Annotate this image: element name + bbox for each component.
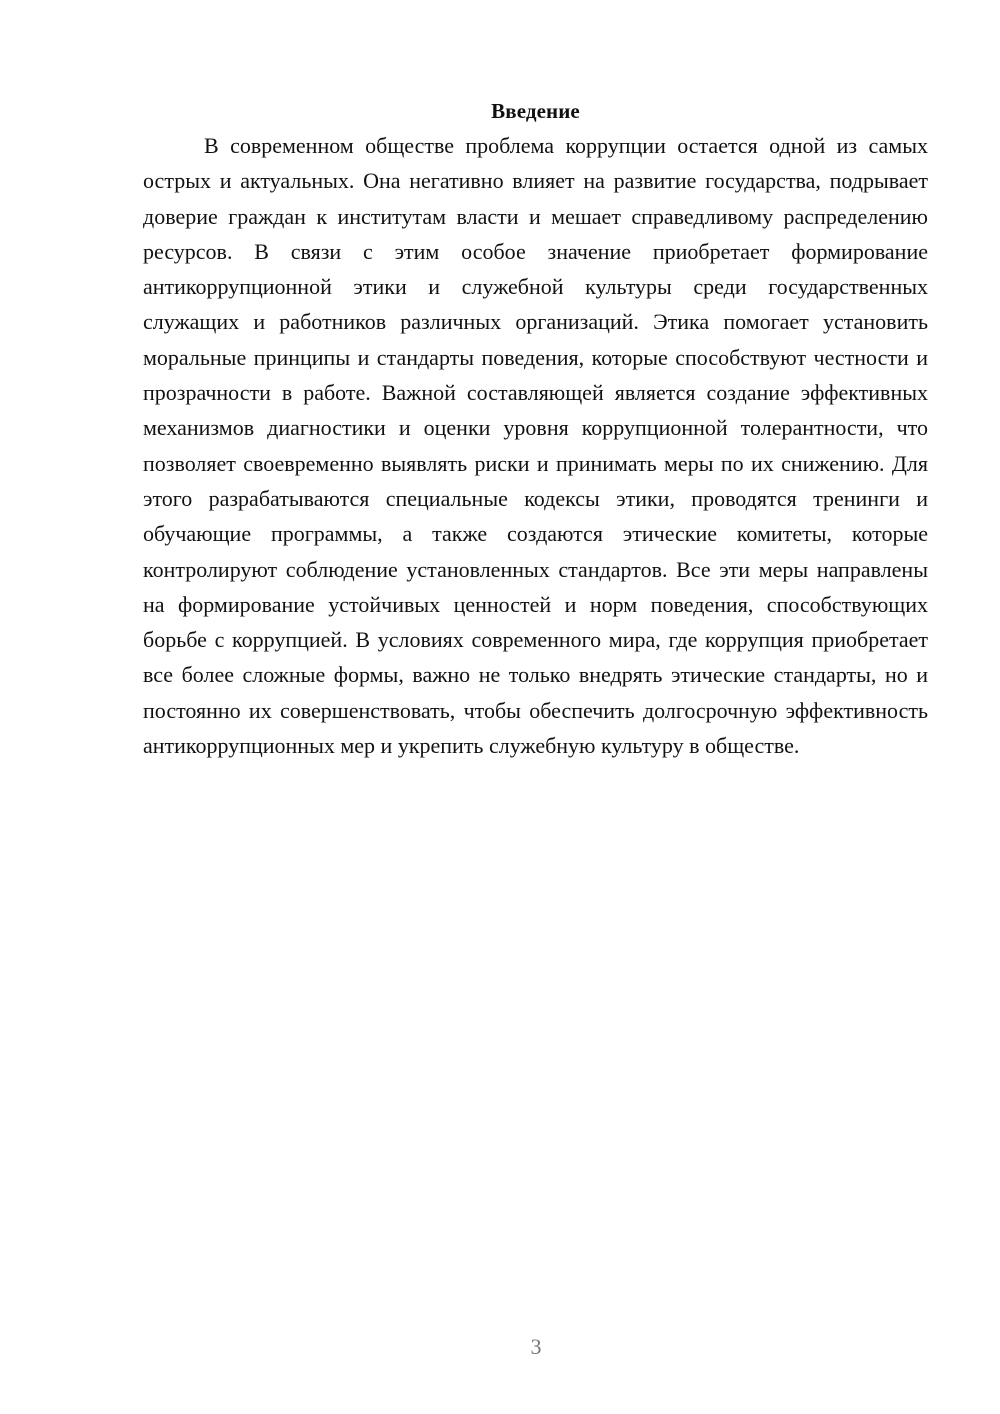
page-content <box>143 94 928 763</box>
section-title: Введение <box>491 99 580 123</box>
page-number: 3 <box>530 1334 542 1359</box>
introduction-paragraph: В современном обществе проблема коррупции остается одной из самых острых и актуальных. Она негативно влияет на развитие государства, подрывает доверие граждан к институтам власти и мешает справедливому распределению ресурсов. В связи с этим особое значение приобретает формирование антикоррупционной этики и служебной культуры среди государственных служащих и работников различных организаций. Этика помогает установить моральные принципы и стандарты поведения, которые способствуют честности и прозрачности в работе. Важной составляющей является создание эффективных механизмов диагностики и оценки уровня коррупционной толерантности, что позволяет своевременно выявлять риски и принимать меры по их снижению. Для этого разрабатываются специальные кодексы этики, проводятся тренинги и обучающие программы, а также создаются этические комитеты, которые контролируют соблюдение установленных стандартов. Все эти меры направлены на формирование устойчивых ценностей и норм поведения, способствующих борьбе с коррупцией. В условиях современного мира, где коррупция приобретает все более сложные формы, важно не только внедрять этические стандарты, но и постоянно их совершенствовать, чтобы обеспечить долгосрочную эффективность антикоррупционных мер и укрепить служебную культуру в обществе. <box>143 133 928 759</box>
